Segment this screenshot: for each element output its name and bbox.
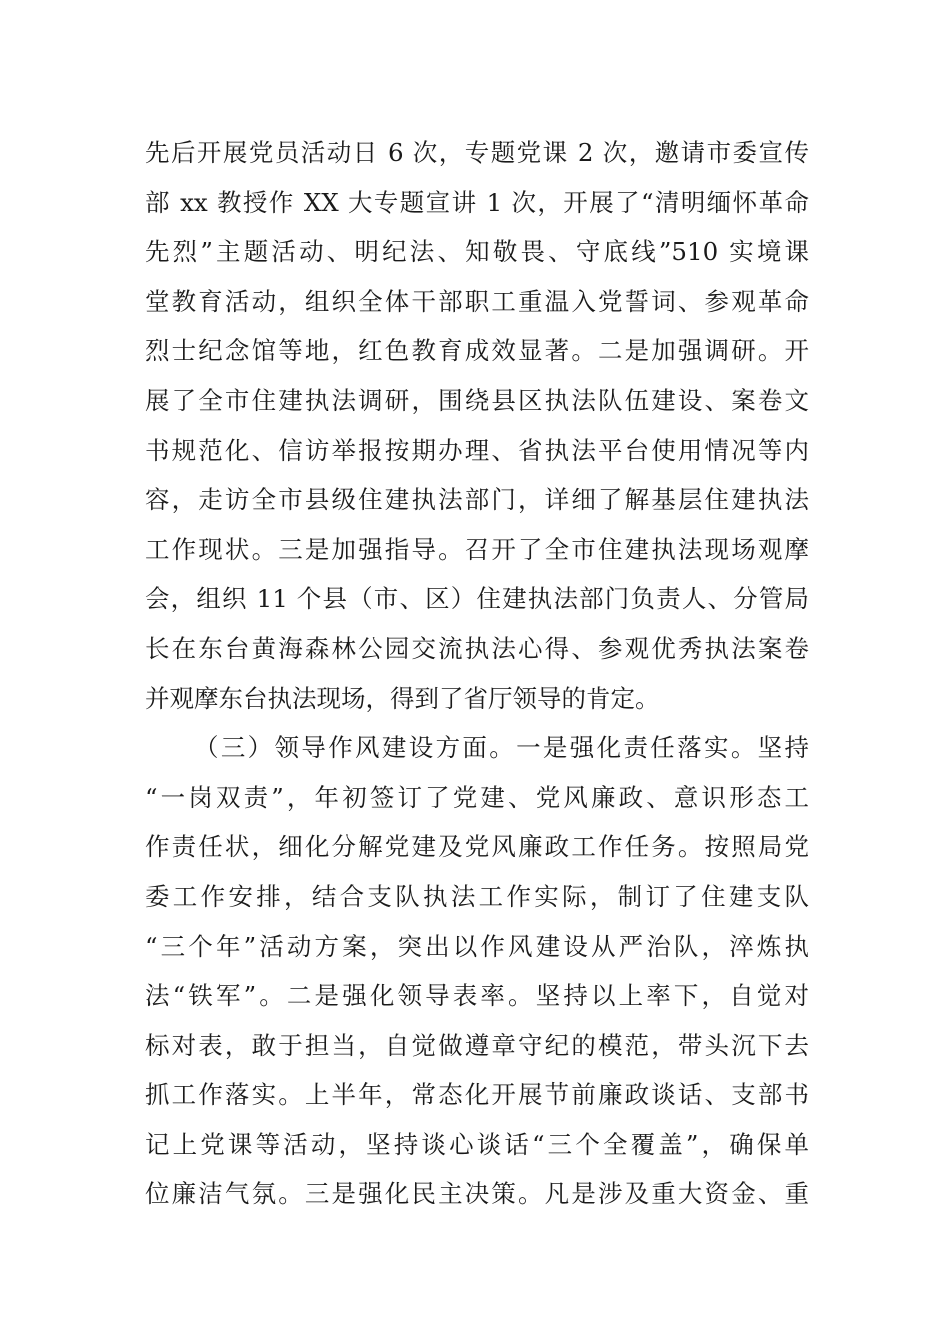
text-line: 书规范化、信访举报按期办理、省执法平台使用情况等内 bbox=[145, 435, 809, 465]
text-line-indented: （三）领导作风建设方面。一是强化责任落实。坚持 bbox=[194, 733, 809, 763]
text-line: 烈士纪念馆等地，红色教育成效显著。二是加强调研。开 bbox=[145, 336, 809, 366]
text-line: 作责任状，细化分解党建及党风廉政工作任务。按照局党 bbox=[145, 832, 809, 862]
text-line: 长在东台黄海森林公园交流执法心得、参观优秀执法案卷 bbox=[145, 633, 809, 663]
text-line: 容，走访全市县级住建执法部门，详细了解基层住建执法 bbox=[145, 485, 809, 515]
text-line: 先后开展党员活动日 6 次，专题党课 2 次，邀请市委宣传 bbox=[145, 138, 809, 167]
text-line: 部 xx 教授作 XX 大专题宣讲 1 次，开展了“清明缅怀革命 bbox=[145, 187, 809, 217]
text-line: 抓工作落实。上半年，常态化开展节前廉政谈话、支部书 bbox=[145, 1080, 809, 1110]
text-line: “三个年”活动方案，突出以作风建设从严治队，淬炼执 bbox=[145, 931, 809, 961]
text-line: 堂教育活动，组织全体干部职工重温入党誓词、参观革命 bbox=[145, 286, 809, 316]
text-line: 位廉洁气氛。三是强化民主决策。凡是涉及重大资金、重 bbox=[145, 1179, 809, 1209]
text-line: 委工作安排，结合支队执法工作实际，制订了住建支队 bbox=[145, 881, 809, 911]
document-body bbox=[145, 128, 809, 1219]
text-line: 工作现状。三是加强指导。召开了全市住建执法现场观摩 bbox=[145, 534, 809, 564]
paragraph-2 bbox=[145, 723, 809, 1219]
text-line: 标对表，敢于担当，自觉做遵章守纪的模范，带头沉下去 bbox=[145, 1030, 809, 1060]
text-line: 法“铁军”。二是强化领导表率。坚持以上率下，自觉对 bbox=[145, 981, 809, 1011]
text-line: 记上党课等活动，坚持谈心谈话“三个全覆盖”，确保单 bbox=[145, 1129, 809, 1159]
text-line: “一岗双责”，年初签订了党建、党风廉政、意识形态工 bbox=[145, 782, 809, 812]
text-line: 并观摩东台执法现场，得到了省厅领导的肯定。 bbox=[145, 683, 660, 713]
paragraph-1 bbox=[145, 128, 809, 723]
text-line: 先烈”主题活动、明纪法、知敬畏、守底线”510 实境课 bbox=[145, 237, 809, 267]
text-line: 会，组织 11 个县（市、区）住建执法部门负责人、分管局 bbox=[145, 584, 809, 614]
text-line: 展了全市住建执法调研，围绕县区执法队伍建设、案卷文 bbox=[145, 385, 809, 415]
